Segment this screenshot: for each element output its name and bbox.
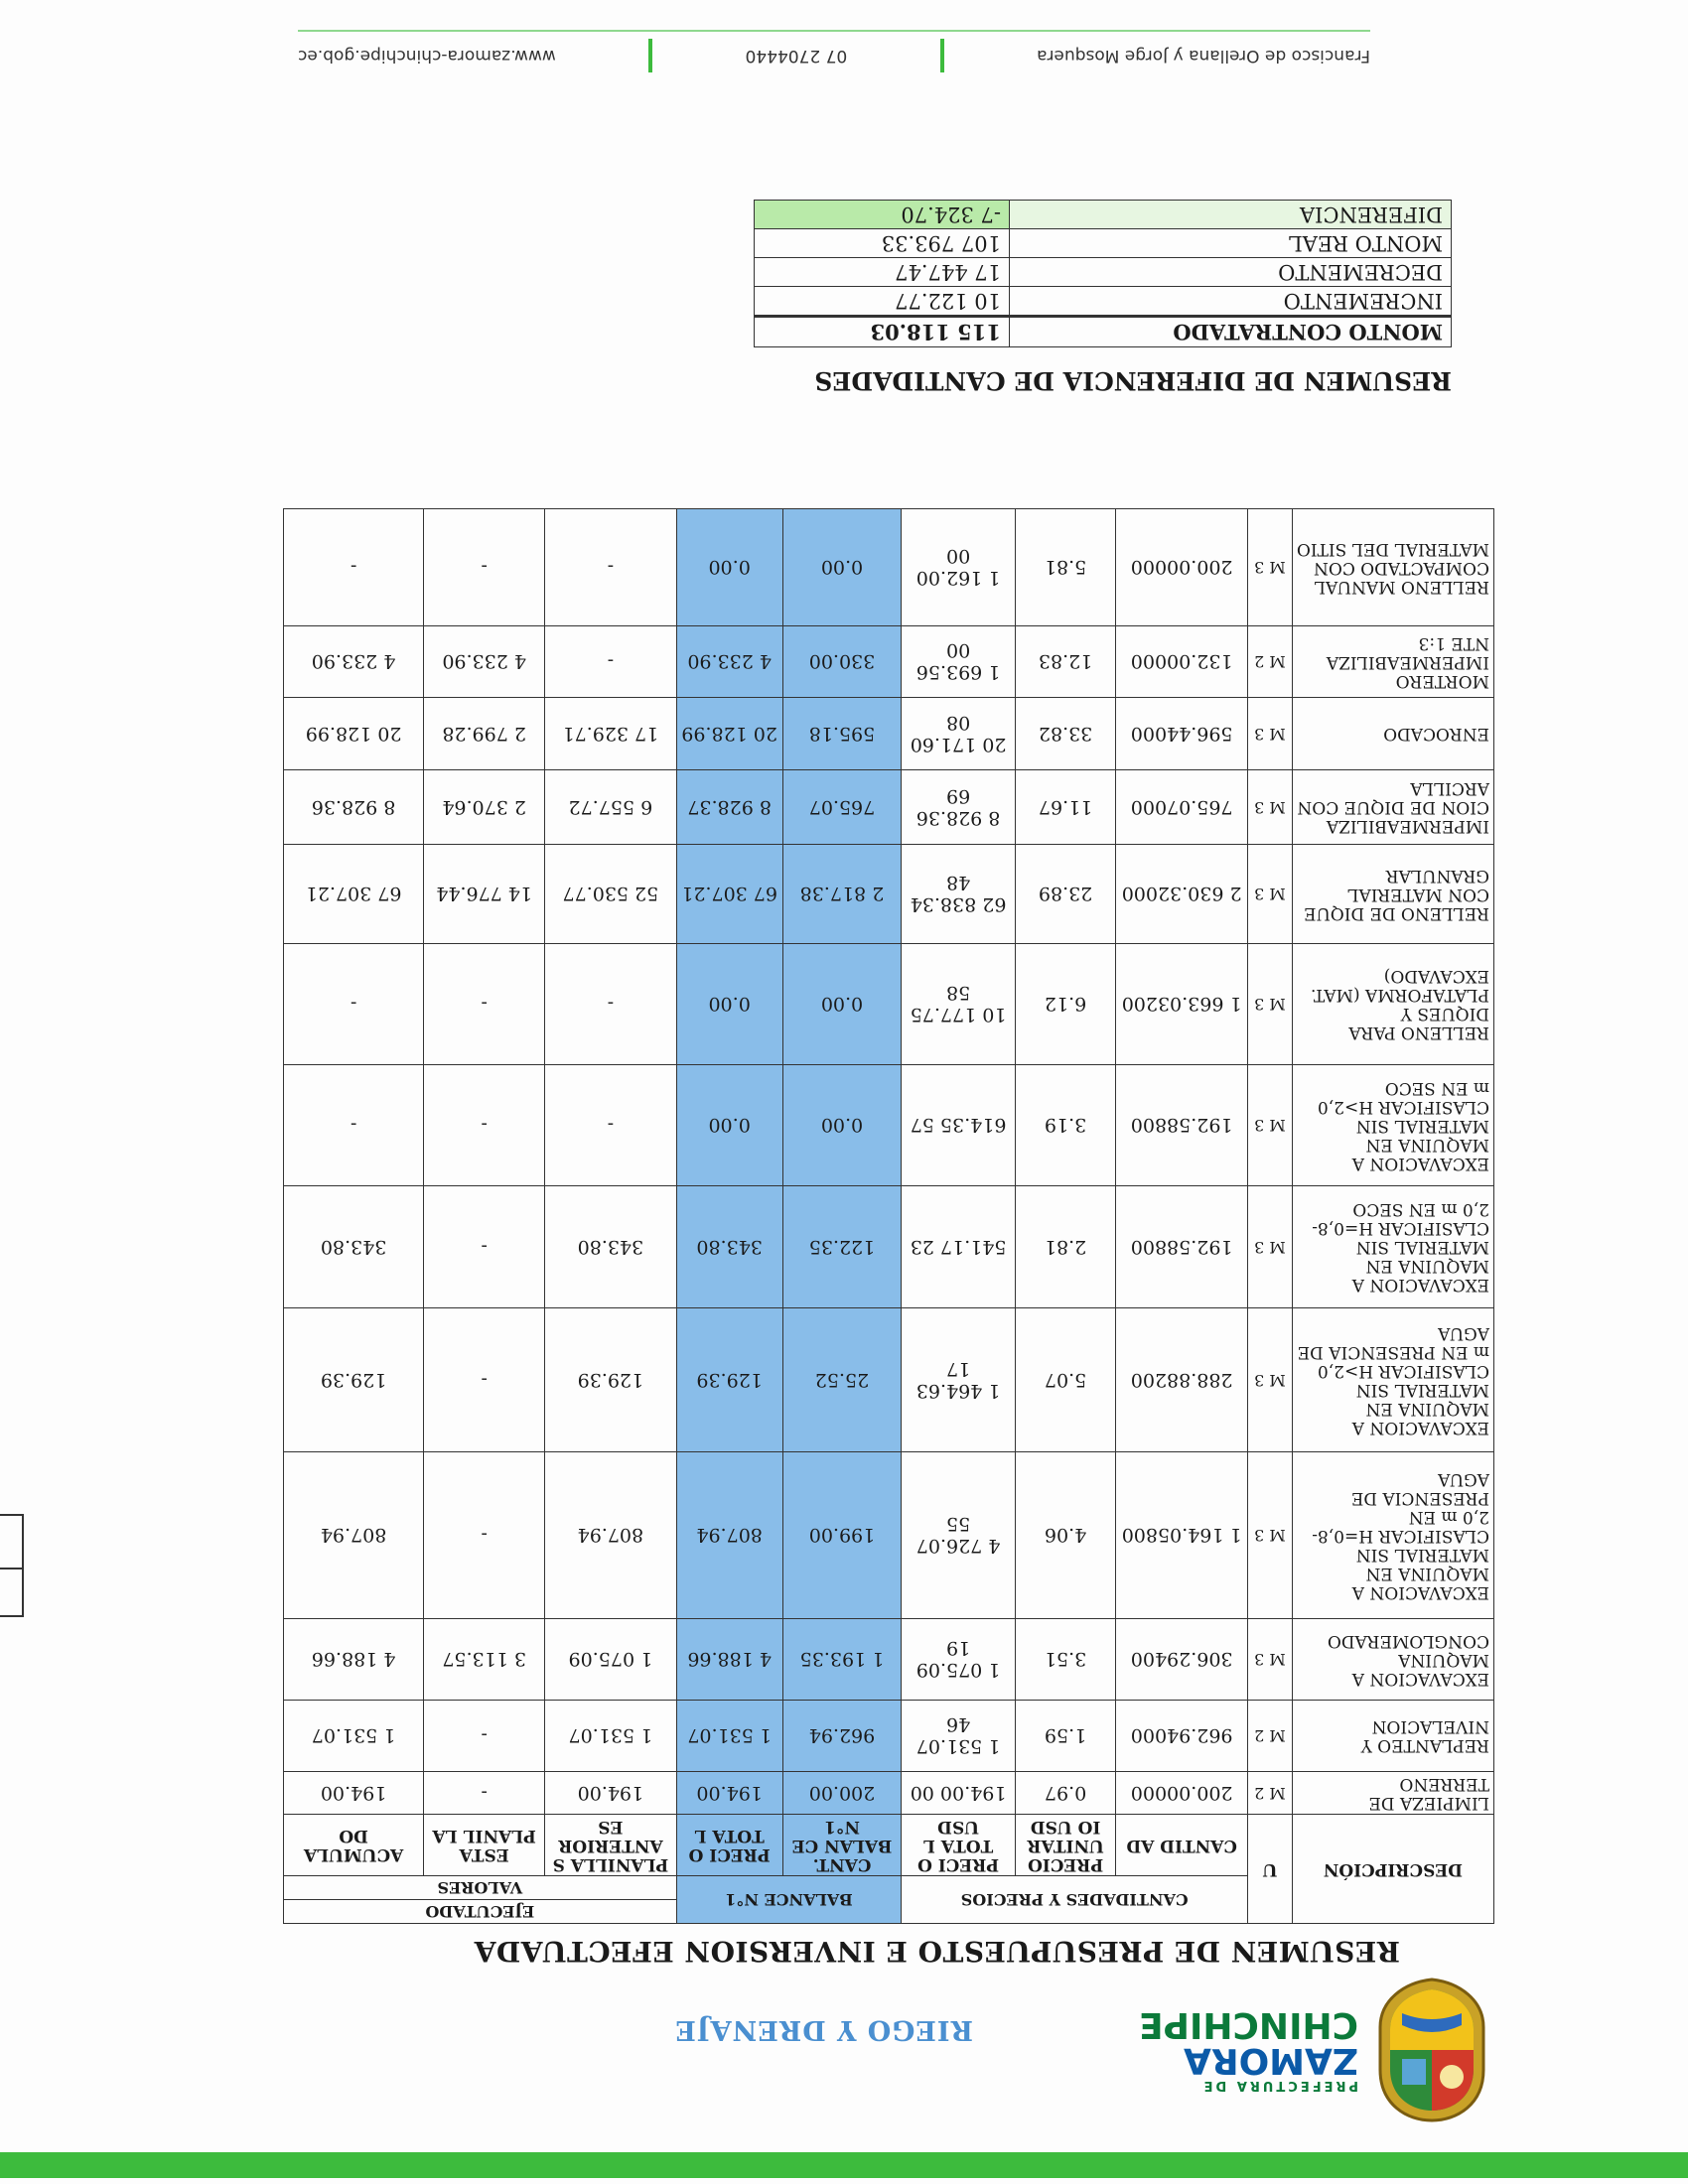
- cell-acumulado: 129.39: [284, 1308, 424, 1452]
- cell-descripcion: EXCAVACION A MAQUINA EN MATERIAL SIN CLASIFICAR H=0,8-2,0 m EN SECO: [1292, 1186, 1493, 1308]
- cell-acumulado: 67 307.21: [284, 845, 424, 944]
- footer-website: www.zamora-chinchipe.gob.ec: [298, 46, 556, 66]
- cell-descripcion: MORTERO IMPERMEABILIZA NTE 1:3: [1292, 626, 1493, 698]
- cell-planillas-anteriores: 129.39: [545, 1308, 677, 1452]
- cell-cant-balance: 200.00: [782, 1772, 902, 1815]
- col-cantidad: CANTID AD: [1116, 1815, 1248, 1876]
- cell-planillas-anteriores: 1 075.09: [545, 1619, 677, 1701]
- table-row: [284, 1065, 1494, 1186]
- cell-planillas-anteriores: 343.80: [545, 1186, 677, 1308]
- cell-planillas-anteriores: 1 531.07: [545, 1701, 677, 1772]
- cell-cant-balance: 122.35: [782, 1186, 902, 1308]
- footer-line: [298, 30, 1370, 32]
- cell-planillas-anteriores: 194.00: [545, 1772, 677, 1815]
- cell-precio-total-balance: 0.00: [676, 944, 782, 1065]
- cell-precio-total-balance: 0.00: [676, 1065, 782, 1186]
- cell-esta-planilla: -: [424, 1452, 545, 1619]
- col-esta-planilla: ESTA PLANIL LA: [424, 1815, 545, 1876]
- cell-precio-total: 20 171.60 08: [902, 698, 1015, 770]
- logo-prefix: PREFECTURA DE: [1200, 2078, 1358, 2094]
- cell-acumulado: -: [284, 509, 424, 626]
- summary-row: [755, 201, 1452, 229]
- cell-precio-total: 1 162.00 00: [902, 509, 1015, 626]
- cell-cantidad: 1 164.05800: [1116, 1452, 1248, 1619]
- cell-esta-planilla: 2 370.64: [424, 770, 545, 845]
- logo-line-chinchipe: CHINCHIPE: [1139, 2004, 1358, 2046]
- cell-descripcion: IMPERMEABILIZA CION DE DIQUE CON ARCILLA: [1292, 770, 1493, 845]
- summary-row: [755, 229, 1452, 258]
- cell-unidad: M 3: [1247, 698, 1292, 770]
- summary-label: MONTO CONTRATADO: [1010, 317, 1452, 347]
- cell-acumulado: 343.80: [284, 1186, 424, 1308]
- table-row: [284, 1452, 1494, 1619]
- cell-planillas-anteriores: 807.94: [545, 1452, 677, 1619]
- cell-planillas-anteriores: -: [545, 1065, 677, 1186]
- prefectura-logo: [1139, 1976, 1491, 2124]
- summary-label: INCREMENTO: [1010, 287, 1452, 317]
- cell-unidad: M 3: [1247, 1452, 1292, 1619]
- summary-value: 17 447.47: [755, 258, 1010, 287]
- cell-esta-planilla: 14 776.44: [424, 845, 545, 944]
- cell-planillas-anteriores: -: [545, 509, 677, 626]
- group-ejecutado: EJECUTADO: [284, 1900, 677, 1924]
- cell-esta-planilla: -: [424, 1308, 545, 1452]
- cell-acumulado: 1 531.07: [284, 1701, 424, 1772]
- summary-label: MONTO REAL: [1010, 229, 1452, 258]
- summary-label: DIFERENCIA: [1010, 201, 1452, 229]
- cell-cantidad: 192.58800: [1116, 1065, 1248, 1186]
- cell-cant-balance: 595.18: [782, 698, 902, 770]
- cell-cantidad: 200.00000: [1116, 509, 1248, 626]
- table-row: [284, 770, 1494, 845]
- summary-table: [754, 200, 1452, 347]
- cell-precio-total-balance: 807.94: [676, 1452, 782, 1619]
- cell-unidad: M 3: [1247, 1619, 1292, 1701]
- cell-cantidad: 596.44000: [1116, 698, 1248, 770]
- cell-descripcion: RELLENO DE DIQUE CON MATERIAL GRANULAR: [1292, 845, 1493, 944]
- summary-row: [755, 317, 1452, 347]
- cell-esta-planilla: -: [424, 944, 545, 1065]
- cell-precio-total-balance: 194.00: [676, 1772, 782, 1815]
- summary-value: -7 324.70: [755, 201, 1010, 229]
- cell-precio-unitario: 3.19: [1015, 1065, 1116, 1186]
- cell-esta-planilla: -: [424, 1065, 545, 1186]
- cell-cant-balance: 0.00: [782, 1065, 902, 1186]
- cell-acumulado: 8 928.36: [284, 770, 424, 845]
- table-row: [284, 698, 1494, 770]
- cell-esta-planilla: 2 799.28: [424, 698, 545, 770]
- col-descripcion: DESCRIPCIÓN: [1292, 1815, 1493, 1924]
- cell-cant-balance: 330.00: [782, 626, 902, 698]
- cell-precio-unitario: 6.12: [1015, 944, 1116, 1065]
- cell-precio-total-balance: 4 233.90: [676, 626, 782, 698]
- cell-acumulado: 4 188.66: [284, 1619, 424, 1701]
- cell-esta-planilla: -: [424, 1772, 545, 1815]
- cell-unidad: M 3: [1247, 770, 1292, 845]
- cell-precio-total: 1 464.63 17: [902, 1308, 1015, 1452]
- cell-precio-unitario: 4.06: [1015, 1452, 1116, 1619]
- col-unidad: U: [1247, 1815, 1292, 1924]
- cell-planillas-anteriores: 17 329.71: [545, 698, 677, 770]
- table-row: [284, 845, 1494, 944]
- cell-cant-balance: 962.94: [782, 1701, 902, 1772]
- cell-cantidad: 1 663.03200: [1116, 944, 1248, 1065]
- cell-precio-total-balance: 129.39: [676, 1308, 782, 1452]
- cell-descripcion: REPLANTEO Y NIVELACION: [1292, 1701, 1493, 1772]
- cell-esta-planilla: 4 233.90: [424, 626, 545, 698]
- cell-precio-unitario: 5.07: [1015, 1308, 1116, 1452]
- cell-precio-total: 1 531.07 46: [902, 1701, 1015, 1772]
- col-planillas-anteriores: PLANILLA S ANTERIOR ES: [545, 1815, 677, 1876]
- table-row: [284, 1619, 1494, 1701]
- cell-unidad: M 3: [1247, 845, 1292, 944]
- cell-cantidad: 288.88200: [1116, 1308, 1248, 1452]
- cell-precio-total-balance: 20 128.99: [676, 698, 782, 770]
- cell-esta-planilla: -: [424, 1186, 545, 1308]
- header-green-bar: [0, 2152, 1688, 2178]
- cell-unidad: M 3: [1247, 944, 1292, 1065]
- cell-precio-total: 614.35 57: [902, 1065, 1015, 1186]
- cell-descripcion: EXCAVACION A MAQUINA EN MATERIAL SIN CLASIFICAR H>2,0 m EN SECO: [1292, 1065, 1493, 1186]
- cell-cant-balance: 0.00: [782, 509, 902, 626]
- table-row: [284, 1701, 1494, 1772]
- table-row: [284, 626, 1494, 698]
- cell-cant-balance: 2 817.38: [782, 845, 902, 944]
- cell-precio-total: 8 928.36 69: [902, 770, 1015, 845]
- cell-precio-unitario: 3.51: [1015, 1619, 1116, 1701]
- footer-separator: [648, 39, 652, 72]
- cell-descripcion: RELLENO MANUAL COMPACTADO CON MATERIAL DEL SITIO: [1292, 509, 1493, 626]
- cell-planillas-anteriores: -: [545, 626, 677, 698]
- cell-precio-total-balance: 343.80: [676, 1186, 782, 1308]
- cell-acumulado: 807.94: [284, 1452, 424, 1619]
- summary-value: 10 122.77: [755, 287, 1010, 317]
- cell-acumulado: 194.00: [284, 1772, 424, 1815]
- cell-precio-total-balance: 1 531.07: [676, 1701, 782, 1772]
- cell-acumulado: -: [284, 944, 424, 1065]
- summary-value: 107 793.33: [755, 229, 1010, 258]
- budget-table: [283, 508, 1494, 1924]
- cell-precio-total-balance: 8 928.37: [676, 770, 782, 845]
- cell-precio-total-balance: 67 307.21: [676, 845, 782, 944]
- cell-cantidad: 200.00000: [1116, 1772, 1248, 1815]
- cell-precio-total: 1 075.09 19: [902, 1619, 1015, 1701]
- cell-planillas-anteriores: 52 530.77: [545, 845, 677, 944]
- cell-descripcion: EXCAVACION A MAQUINA CONGLOMERADO: [1292, 1619, 1493, 1701]
- cell-unidad: M 2: [1247, 1772, 1292, 1815]
- cell-cant-balance: 1 193.35: [782, 1619, 902, 1701]
- cell-descripcion: RELLENO PARA DIQUES Y PLATAFORMA (MAT. EXCAVADO): [1292, 944, 1493, 1065]
- col-acumulado: ACUMULA DO: [284, 1815, 424, 1876]
- col-precio-total-balance: PRECI O TOTA L: [676, 1815, 782, 1876]
- logo-line-zamora: ZAMORA: [1184, 2040, 1358, 2082]
- cell-cantidad: 962.94000: [1116, 1701, 1248, 1772]
- cell-precio-unitario: 23.89: [1015, 845, 1116, 944]
- cell-precio-unitario: 2.81: [1015, 1186, 1116, 1308]
- binder-clip-mark: [0, 1514, 24, 1617]
- cell-cantidad: 132.00000: [1116, 626, 1248, 698]
- cell-acumulado: -: [284, 1065, 424, 1186]
- cell-cant-balance: 0.00: [782, 944, 902, 1065]
- cell-planillas-anteriores: 6 557.72: [545, 770, 677, 845]
- cell-precio-unitario: 1.59: [1015, 1701, 1116, 1772]
- table-row: [284, 1186, 1494, 1308]
- cell-descripcion: LIMPIEZA DE TERRENO: [1292, 1772, 1493, 1815]
- cell-unidad: M 3: [1247, 1065, 1292, 1186]
- cell-descripcion: EXCAVACION A MAQUINA EN MATERIAL SIN CLASIFICAR H=0,8-2,0 m EN PRESENCIA DE AGUA: [1292, 1452, 1493, 1619]
- cell-esta-planilla: -: [424, 1701, 545, 1772]
- col-precio-total: PRECI O TOTA L USD: [902, 1815, 1015, 1876]
- cell-precio-unitario: 33.82: [1015, 698, 1116, 770]
- cell-precio-total: 62 838.34 48: [902, 845, 1015, 944]
- cell-esta-planilla: 3 113.57: [424, 1619, 545, 1701]
- cell-unidad: M 3: [1247, 1186, 1292, 1308]
- page-footer: [298, 39, 1370, 72]
- cell-precio-unitario: 5.81: [1015, 509, 1116, 626]
- cell-cant-balance: 765.07: [782, 770, 902, 845]
- cell-precio-unitario: 11.67: [1015, 770, 1116, 845]
- cell-precio-total: 194.00 00: [902, 1772, 1015, 1815]
- cell-cantidad: 192.58800: [1116, 1186, 1248, 1308]
- cell-cant-balance: 199.00: [782, 1452, 902, 1619]
- cell-descripcion: ENROCADO: [1292, 698, 1493, 770]
- footer-address: Francisco de Orellana y Jorge Mosquera: [1037, 46, 1370, 66]
- cell-descripcion: EXCAVACION A MAQUINA EN MATERIAL SIN CLASIFICAR H>2,0 m EN PRESENCIA DE AGUA: [1292, 1308, 1493, 1452]
- col-precio-unitario: PRECIO UNITAR IO USD: [1015, 1815, 1116, 1876]
- cell-unidad: M 2: [1247, 626, 1292, 698]
- document-title: RESUMEN DE PRESUPUESTO E INVERSION EFECTUADA: [474, 1935, 1400, 1968]
- cell-unidad: M 3: [1247, 1308, 1292, 1452]
- cell-precio-total: 1 693.56 00: [902, 626, 1015, 698]
- summary-title: RESUMEN DE DIFERENCIA DE CANTIDADES: [814, 366, 1452, 395]
- cell-precio-unitario: 0.97: [1015, 1772, 1116, 1815]
- group-valores: VALORES: [284, 1876, 677, 1900]
- cell-acumulado: 4 233.90: [284, 626, 424, 698]
- footer-phone: 07 2704440: [745, 46, 848, 66]
- table-row: [284, 1772, 1494, 1815]
- department-title: RIEGO Y DRENAJE: [674, 2014, 973, 2045]
- cell-unidad: M 2: [1247, 1701, 1292, 1772]
- summary-value: 115 118.03: [755, 317, 1010, 347]
- coat-of-arms-icon: [1372, 1976, 1491, 2124]
- group-balance: BALANCE N°1: [676, 1876, 902, 1924]
- cell-precio-total: 4 726.07 55: [902, 1452, 1015, 1619]
- cell-acumulado: 20 128.99: [284, 698, 424, 770]
- cell-precio-total: 10 177.75 58: [902, 944, 1015, 1065]
- cell-planillas-anteriores: -: [545, 944, 677, 1065]
- cell-precio-total-balance: 4 188.66: [676, 1619, 782, 1701]
- summary-label: DECREMENTO: [1010, 258, 1452, 287]
- cell-precio-unitario: 12.83: [1015, 626, 1116, 698]
- cell-cantidad: 765.07000: [1116, 770, 1248, 845]
- cell-esta-planilla: -: [424, 509, 545, 626]
- cell-precio-total: 541.17 23: [902, 1186, 1015, 1308]
- summary-row: [755, 258, 1452, 287]
- col-cant-balance: CANT. BALAN CE N°1: [782, 1815, 902, 1876]
- summary-row: [755, 287, 1452, 317]
- footer-separator: [940, 39, 944, 72]
- table-row: [284, 944, 1494, 1065]
- cell-precio-total-balance: 0.00: [676, 509, 782, 626]
- cell-cantidad: 2 630.32000: [1116, 845, 1248, 944]
- cell-unidad: M 3: [1247, 509, 1292, 626]
- table-row: [284, 1308, 1494, 1452]
- cell-cant-balance: 25.52: [782, 1308, 902, 1452]
- cell-cantidad: 306.29400: [1116, 1619, 1248, 1701]
- group-cantidades-precios: CANTIDADES Y PRECIOS: [902, 1876, 1248, 1924]
- table-row: [284, 509, 1494, 626]
